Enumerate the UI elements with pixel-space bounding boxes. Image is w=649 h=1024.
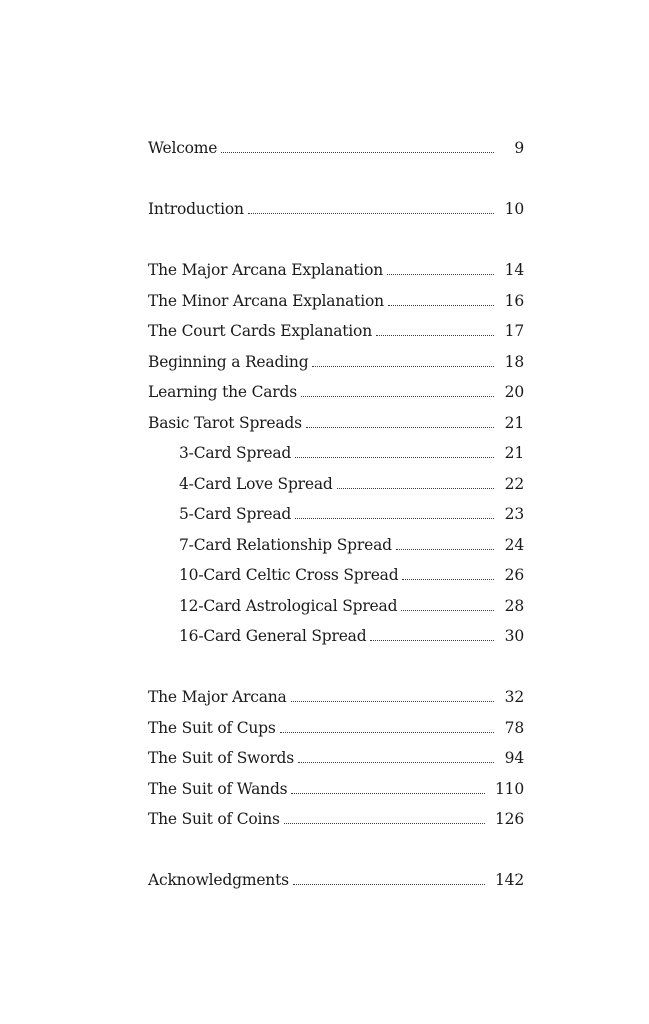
dot-leader [295, 517, 494, 519]
toc-entry-basic-tarot-spreads[interactable] [148, 408, 524, 439]
toc-entry-page: 24 [504, 535, 524, 554]
toc-entry-label: The Major Arcana Explanation [148, 261, 383, 280]
toc-entry-label: The Major Arcana [148, 688, 287, 707]
toc-entry-page: 16 [504, 291, 524, 310]
toc-entry-label: 5-Card Spread [179, 505, 292, 524]
toc-entry-label: Introduction [148, 200, 244, 219]
toc-entry-learning-the-cards[interactable] [148, 377, 524, 408]
toc-entry-page: 110 [495, 779, 524, 798]
toc-entry-page: 30 [504, 627, 524, 646]
dot-leader [388, 304, 494, 306]
toc-entry-label: The Minor Arcana Explanation [148, 291, 384, 310]
toc-entry-10-card-celtic-cross-spread[interactable] [148, 560, 524, 591]
toc-entry-court-cards-explanation[interactable] [148, 316, 524, 347]
toc-entry-page: 94 [504, 749, 524, 768]
section-gap [148, 164, 524, 195]
toc-entry-12-card-astrological-spread[interactable] [148, 591, 524, 622]
toc-entry-page: 14 [504, 261, 524, 280]
toc-entry-label: The Suit of Coins [148, 810, 280, 829]
toc-entry-label: Acknowledgments [148, 871, 289, 890]
dot-leader [370, 639, 494, 641]
dot-leader [248, 212, 494, 214]
toc-entry-suit-of-cups[interactable] [148, 713, 524, 744]
toc-entry-minor-arcana-explanation[interactable] [148, 286, 524, 317]
toc-entry-page: 32 [504, 688, 524, 707]
toc-entry-label: The Suit of Swords [148, 749, 295, 768]
toc-entry-page: 21 [504, 444, 524, 463]
toc-entry-welcome[interactable] [148, 133, 524, 164]
dot-leader [280, 731, 494, 733]
toc-entry-suit-of-swords[interactable] [148, 743, 524, 774]
toc-entry-page: 26 [504, 566, 524, 585]
dot-leader [301, 395, 494, 397]
toc-entry-page: 21 [504, 413, 524, 432]
dot-leader [291, 792, 485, 794]
toc-entry-label: 3-Card Spread [179, 444, 292, 463]
dot-leader [298, 761, 494, 763]
toc-entry-beginning-a-reading[interactable] [148, 347, 524, 378]
toc-entry-label: The Suit of Cups [148, 718, 276, 737]
toc-entry-label: Learning the Cards [148, 383, 297, 402]
toc-entry-label: Beginning a Reading [148, 352, 309, 371]
toc-entry-the-major-arcana[interactable] [148, 682, 524, 713]
toc-entry-label: 7-Card Relationship Spread [179, 535, 392, 554]
dot-leader [293, 883, 485, 885]
toc-entry-page: 28 [504, 596, 524, 615]
toc-entry-page: 78 [504, 718, 524, 737]
toc-entry-label: The Court Cards Explanation [148, 322, 372, 341]
toc-entry-page: 23 [504, 505, 524, 524]
toc-entry-label: 16-Card General Spread [179, 627, 367, 646]
toc-entry-page: 126 [495, 810, 524, 829]
dot-leader [396, 548, 494, 550]
toc-entry-page: 142 [495, 871, 524, 890]
dot-leader [337, 487, 494, 489]
dot-leader [376, 334, 494, 336]
toc-entry-page: 9 [514, 139, 524, 158]
dot-leader [387, 273, 494, 275]
toc-entry-major-arcana-explanation[interactable] [148, 255, 524, 286]
dot-leader [401, 609, 494, 611]
toc-entry-16-card-general-spread[interactable] [148, 621, 524, 652]
dot-leader [221, 151, 494, 153]
toc-entry-label: Basic Tarot Spreads [148, 413, 302, 432]
toc-entry-introduction[interactable] [148, 194, 524, 225]
dot-leader [291, 700, 494, 702]
toc-entry-page: 10 [504, 200, 524, 219]
dot-leader [402, 578, 494, 580]
toc-entry-label: 4-Card Love Spread [179, 474, 333, 493]
dot-leader [306, 426, 494, 428]
table-of-contents [148, 133, 524, 896]
toc-entry-5-card-spread[interactable] [148, 499, 524, 530]
toc-entry-label: 12-Card Astrological Spread [179, 596, 398, 615]
section-gap [148, 225, 524, 256]
toc-entry-page: 18 [504, 352, 524, 371]
toc-entry-7-card-relationship-spread[interactable] [148, 530, 524, 561]
toc-entry-label: The Suit of Wands [148, 779, 288, 798]
toc-entry-page: 17 [504, 322, 524, 341]
toc-entry-acknowledgments[interactable] [148, 865, 524, 896]
dot-leader [312, 365, 494, 367]
section-gap [148, 835, 524, 866]
dot-leader [284, 822, 485, 824]
dot-leader [295, 456, 494, 458]
toc-entry-3-card-spread[interactable] [148, 438, 524, 469]
toc-entry-suit-of-coins[interactable] [148, 804, 524, 835]
toc-entry-suit-of-wands[interactable] [148, 774, 524, 805]
toc-entry-label: 10-Card Celtic Cross Spread [179, 566, 399, 585]
toc-entry-page: 20 [504, 383, 524, 402]
section-gap [148, 652, 524, 683]
toc-entry-label: Welcome [148, 139, 218, 158]
toc-entry-page: 22 [504, 474, 524, 493]
toc-entry-4-card-love-spread[interactable] [148, 469, 524, 500]
